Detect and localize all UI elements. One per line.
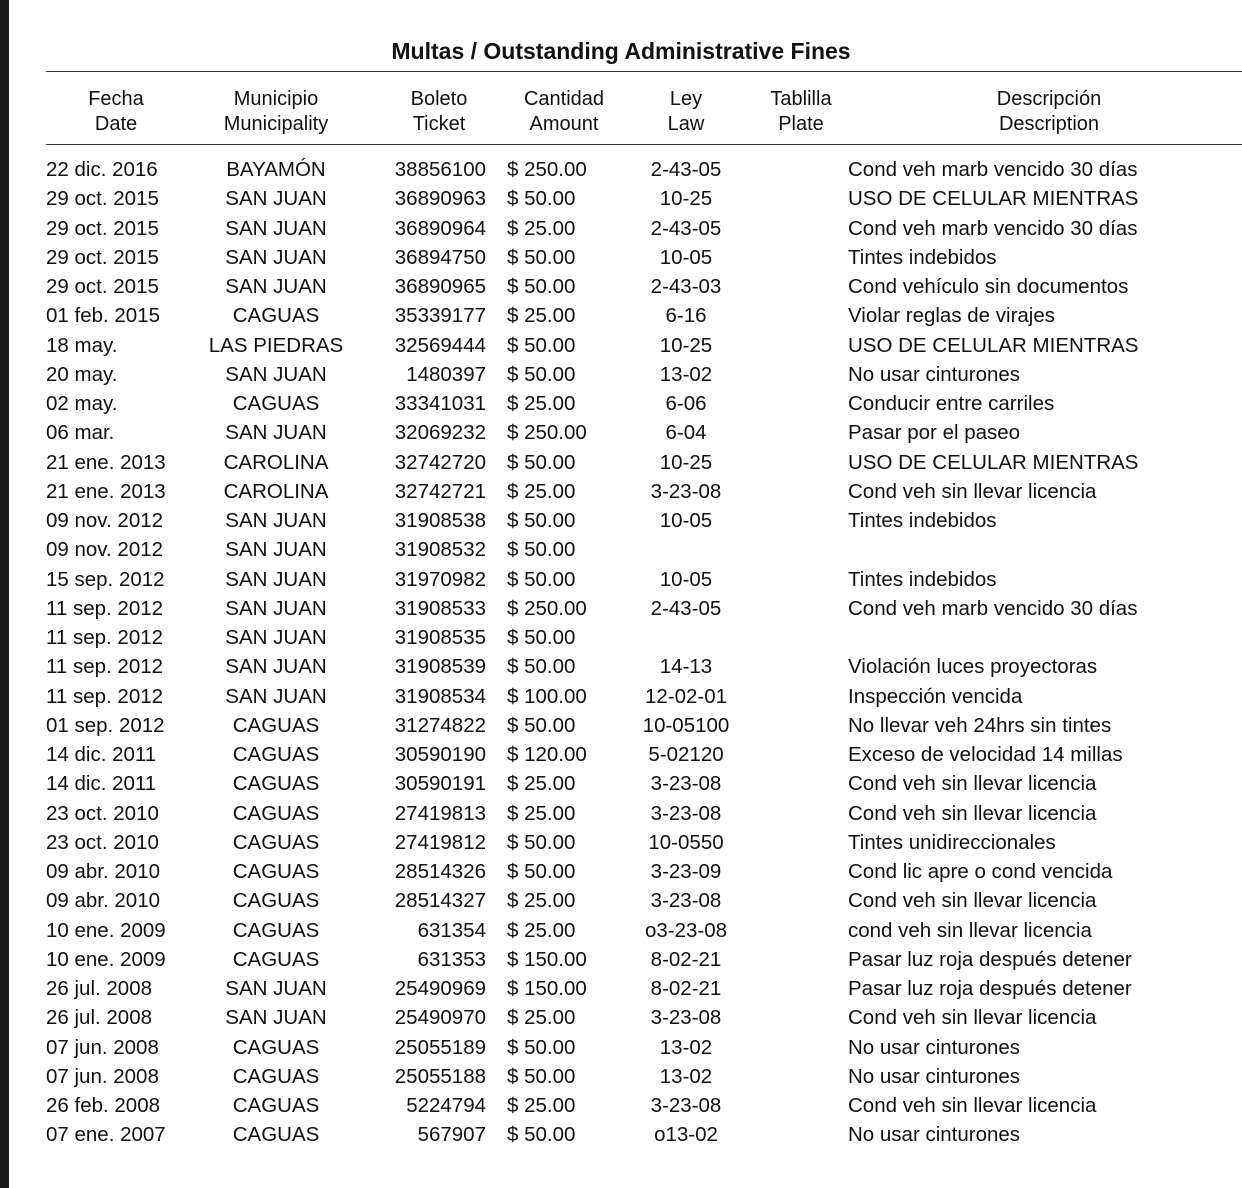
date-cell: 10 ene. 2009	[46, 918, 166, 942]
table-row	[0, 828, 1242, 857]
description-cell: Pasar luz roja después detener	[848, 947, 1132, 971]
description-cell: No llevar veh 24hrs sin tintes	[848, 713, 1112, 737]
municipality-cell: CAGUAS	[232, 772, 320, 796]
table-row	[0, 506, 1242, 535]
amount-cell: $ 50.00	[507, 713, 576, 737]
description-cell: Cond veh marb vencido 30 días	[848, 596, 1138, 620]
amount-cell: $ 25.00	[507, 392, 576, 415]
ticket-cell: 36894750	[394, 245, 486, 269]
description-cell: Pasar por el paseo	[848, 421, 1021, 445]
ticket-cell: 35339177	[394, 304, 486, 328]
description-cell: Tintes indebidos	[848, 567, 997, 591]
header-law	[668, 87, 705, 136]
municipality-cell: SAN JUAN	[225, 567, 327, 591]
description-cell: USO DE CELULAR MIENTRAS	[848, 187, 1139, 211]
law-cell: 2-43-03	[650, 275, 722, 298]
table-row	[0, 448, 1242, 477]
ticket-cell: 31908539	[394, 655, 486, 679]
header-description-es: Descripción	[996, 88, 1102, 110]
ticket-cell: 32742720	[394, 450, 486, 474]
law-cell: o13-02	[654, 1123, 718, 1147]
municipality-cell: CAGUAS	[232, 801, 320, 825]
ticket-cell: 33341031	[394, 392, 486, 415]
table-row	[0, 1062, 1242, 1091]
municipality-cell: SAN JUAN	[225, 275, 327, 298]
municipality-cell: SAN JUAN	[225, 538, 327, 562]
date-cell: 09 nov. 2012	[46, 509, 164, 532]
ticket-cell: 25490969	[394, 977, 486, 1000]
amount-cell: $ 50.00	[507, 1123, 576, 1147]
description-cell: USO DE CELULAR MIENTRAS	[848, 450, 1139, 474]
description-cell: Violar reglas de virajes	[848, 304, 1056, 328]
municipality-cell: SAN JUAN	[225, 245, 327, 269]
municipality-cell: CAGUAS	[232, 1035, 320, 1059]
header-description-en: Description	[998, 112, 1100, 135]
header-ticket-en: Ticket	[412, 112, 466, 135]
table-row	[0, 594, 1242, 623]
ticket-cell: 31908533	[394, 596, 486, 620]
table-row	[0, 389, 1242, 418]
municipality-cell: SAN JUAN	[225, 1006, 327, 1030]
table-row	[0, 799, 1242, 828]
law-cell: 3-23-08	[650, 801, 722, 825]
amount-cell: $ 50.00	[507, 245, 576, 269]
date-cell: 11 sep. 2012	[46, 596, 164, 620]
table-row	[0, 623, 1242, 652]
table-row	[0, 974, 1242, 1003]
date-cell: 07 jun. 2008	[46, 1035, 159, 1059]
law-cell: 13-02	[659, 1064, 713, 1088]
date-cell: 06 mar.	[46, 421, 115, 445]
date-cell: 02 may.	[46, 392, 118, 415]
header-date	[88, 87, 144, 136]
law-cell: o3-23-08	[644, 918, 728, 942]
amount-cell: $ 50.00	[507, 626, 576, 649]
description-cell: Exceso de velocidad 14 millas	[848, 743, 1123, 766]
date-cell: 01 feb. 2015	[46, 304, 160, 328]
amount-cell: $ 250.00	[507, 596, 587, 620]
amount-cell: $ 25.00	[507, 772, 576, 796]
date-cell: 21 ene. 2013	[46, 479, 166, 503]
municipality-cell: CAGUAS	[232, 1123, 320, 1147]
date-cell: 29 oct. 2015	[46, 187, 159, 211]
date-cell: 29 oct. 2015	[46, 245, 159, 269]
law-cell: 12-02-01	[644, 684, 728, 708]
municipality-cell: CAROLINA	[223, 450, 329, 474]
description-cell: No usar cinturones	[848, 1123, 1021, 1147]
ticket-cell: 27419813	[394, 801, 486, 825]
amount-cell: $ 25.00	[507, 1006, 576, 1030]
municipality-cell: SAN JUAN	[225, 596, 327, 620]
description-cell: Cond veh sin llevar licencia	[848, 889, 1097, 913]
amount-cell: $ 50.00	[507, 509, 576, 532]
law-cell: 3-23-09	[650, 860, 722, 883]
amount-cell: $ 50.00	[507, 362, 576, 386]
law-cell: 10-05	[659, 509, 713, 532]
date-cell: 14 dic. 2011	[46, 772, 157, 796]
description-cell: Violación luces proyectoras	[848, 655, 1098, 679]
law-cell: 2-43-05	[650, 158, 722, 181]
municipality-cell: LAS PIEDRAS	[208, 333, 344, 357]
amount-cell: $ 50.00	[507, 275, 576, 298]
description-cell: Tintes indebidos	[848, 245, 997, 269]
description-cell: cond veh sin llevar licencia	[848, 918, 1092, 942]
ticket-cell: 36890964	[394, 216, 486, 240]
table-row	[0, 1091, 1242, 1120]
ticket-cell: 38856100	[394, 158, 486, 181]
table-row	[0, 184, 1242, 213]
description-cell: No usar cinturones	[848, 362, 1021, 386]
table-row	[0, 477, 1242, 506]
table-row	[0, 535, 1242, 564]
table-row	[0, 1003, 1242, 1032]
amount-cell: $ 50.00	[507, 830, 576, 854]
date-cell: 11 sep. 2012	[46, 684, 164, 708]
law-cell: 3-23-08	[650, 889, 722, 913]
description-cell: No usar cinturones	[848, 1035, 1021, 1059]
law-cell: 6-04	[665, 421, 707, 445]
header-date-es: Fecha	[88, 88, 144, 110]
header-amount	[524, 87, 604, 136]
date-cell: 23 oct. 2010	[46, 830, 159, 854]
date-cell: 11 sep. 2012	[46, 626, 164, 649]
ticket-cell: 36890965	[394, 275, 486, 298]
municipality-cell: SAN JUAN	[225, 509, 327, 532]
municipality-cell: SAN JUAN	[225, 362, 327, 386]
ticket-cell: 32069232	[394, 421, 486, 445]
amount-cell: $ 25.00	[507, 216, 576, 240]
amount-cell: $ 50.00	[507, 450, 576, 474]
municipality-cell: SAN JUAN	[225, 977, 327, 1000]
ticket-cell: 32742721	[394, 479, 486, 503]
description-cell: No usar cinturones	[848, 1064, 1021, 1088]
table-row	[0, 243, 1242, 272]
ticket-cell: 5224794	[406, 1094, 486, 1117]
amount-cell: $ 25.00	[507, 1094, 576, 1117]
date-cell: 21 ene. 2013	[46, 450, 166, 474]
ticket-cell: 25490970	[394, 1006, 486, 1030]
municipality-cell: SAN JUAN	[225, 216, 327, 240]
law-cell: 8-02-21	[650, 977, 722, 1000]
amount-cell: $ 25.00	[507, 801, 576, 825]
header-amount-es: Cantidad	[523, 88, 605, 110]
header-date-en: Date	[94, 112, 138, 135]
date-cell: 18 may.	[46, 333, 118, 357]
municipality-cell: SAN JUAN	[225, 421, 327, 445]
date-cell: 09 abr. 2010	[46, 889, 160, 913]
amount-cell: $ 100.00	[507, 684, 587, 708]
amount-cell: $ 50.00	[507, 567, 576, 591]
ticket-cell: 1480397	[406, 362, 486, 386]
table-row	[0, 301, 1242, 330]
date-cell: 22 dic. 2016	[46, 158, 158, 181]
ticket-cell: 567907	[417, 1123, 486, 1147]
law-cell: 3-23-08	[650, 772, 722, 796]
law-cell: 3-23-08	[650, 1006, 722, 1030]
page-title: Multas / Outstanding Administrative Fines	[391, 38, 851, 64]
municipality-cell: CAROLINA	[223, 479, 329, 503]
ticket-cell: 31908532	[394, 538, 486, 562]
date-cell: 01 sep. 2012	[46, 713, 165, 737]
ticket-cell: 31908534	[394, 684, 486, 708]
description-cell: Cond veh sin llevar licencia	[848, 1006, 1097, 1030]
table-row	[0, 360, 1242, 389]
municipality-cell: CAGUAS	[232, 1064, 320, 1088]
date-cell: 09 abr. 2010	[46, 860, 160, 883]
law-cell: 14-13	[659, 655, 713, 679]
header-plate-en: Plate	[778, 112, 824, 135]
municipality-cell: SAN JUAN	[225, 655, 327, 679]
ticket-cell: 36890963	[394, 187, 486, 211]
amount-cell: $ 150.00	[507, 977, 587, 1000]
ticket-cell: 28514326	[394, 860, 486, 883]
description-cell: Cond vehículo sin documentos	[848, 275, 1129, 298]
table-row	[0, 1120, 1242, 1149]
table-row	[0, 418, 1242, 447]
ticket-cell: 25055188	[394, 1064, 486, 1088]
table-row	[0, 652, 1242, 681]
date-cell: 07 jun. 2008	[46, 1064, 159, 1088]
amount-cell: $ 50.00	[507, 1035, 576, 1059]
table-row	[0, 272, 1242, 301]
municipality-cell: CAGUAS	[232, 918, 320, 942]
amount-cell: $ 50.00	[507, 1064, 576, 1088]
date-cell: 09 nov. 2012	[46, 538, 164, 562]
header-description	[997, 87, 1101, 136]
header-law-en: Law	[667, 112, 705, 135]
ticket-cell: 32569444	[394, 333, 486, 357]
table-row	[0, 155, 1242, 184]
law-cell: 10-25	[659, 187, 713, 211]
description-cell: Cond lic apre o cond vencida	[848, 860, 1113, 883]
table-row	[0, 331, 1242, 360]
municipality-cell: SAN JUAN	[225, 187, 327, 211]
law-cell: 2-43-05	[650, 596, 722, 620]
description-cell: Cond veh marb vencido 30 días	[848, 158, 1138, 181]
municipality-cell: SAN JUAN	[225, 684, 327, 708]
table-row	[0, 1033, 1242, 1062]
amount-cell: $ 50.00	[507, 187, 576, 211]
law-cell: 6-16	[665, 304, 707, 328]
table-row	[0, 769, 1242, 798]
ticket-cell: 31908538	[394, 509, 486, 532]
header-ticket-es: Boleto	[410, 88, 468, 110]
date-cell: 26 jul. 2008	[46, 1006, 153, 1030]
date-cell: 07 ene. 2007	[46, 1123, 166, 1147]
amount-cell: $ 250.00	[507, 421, 587, 445]
amount-cell: $ 50.00	[507, 538, 576, 562]
date-cell: 29 oct. 2015	[46, 216, 159, 240]
ticket-cell: 31274822	[394, 713, 486, 737]
date-cell: 11 sep. 2012	[46, 655, 164, 679]
header-law-es: Ley	[669, 88, 703, 110]
law-cell: 2-43-05	[650, 216, 722, 240]
ticket-cell: 28514327	[394, 889, 486, 913]
municipality-cell: CAGUAS	[232, 947, 320, 971]
date-cell: 14 dic. 2011	[46, 743, 157, 766]
description-cell: Pasar luz roja después detener	[848, 977, 1132, 1000]
description-cell: Conducir entre carriles	[848, 392, 1055, 415]
description-cell: Cond veh marb vencido 30 días	[848, 216, 1138, 240]
description-cell: Inspección vencida	[848, 684, 1023, 708]
municipality-cell: CAGUAS	[232, 713, 320, 737]
table-row	[0, 916, 1242, 945]
date-cell: 20 may.	[46, 362, 118, 386]
ticket-cell: 631354	[417, 918, 486, 942]
ticket-cell: 30590191	[394, 772, 486, 796]
date-cell: 26 feb. 2008	[46, 1094, 160, 1117]
municipality-cell: CAGUAS	[232, 743, 320, 766]
law-cell: 10-05100	[642, 713, 730, 737]
municipality-cell: SAN JUAN	[225, 626, 327, 649]
table-row	[0, 711, 1242, 740]
municipality-cell: CAGUAS	[232, 304, 320, 328]
amount-cell: $ 50.00	[507, 655, 576, 679]
table-row	[0, 740, 1242, 769]
amount-cell: $ 120.00	[507, 743, 587, 766]
law-cell: 10-0550	[648, 830, 724, 854]
amount-cell: $ 25.00	[507, 889, 576, 913]
municipality-cell: CAGUAS	[232, 860, 320, 883]
ticket-cell: 30590190	[394, 743, 486, 766]
amount-cell: $ 150.00	[507, 947, 587, 971]
law-cell: 13-02	[659, 362, 713, 386]
law-cell: 3-23-08	[650, 1094, 722, 1117]
table-row	[0, 857, 1242, 886]
description-cell: Tintes unidireccionales	[848, 830, 1056, 854]
header-municipality-en: Municipality	[223, 112, 329, 135]
header-amount-en: Amount	[529, 112, 599, 135]
description-cell: Tintes indebidos	[848, 509, 997, 532]
municipality-cell: BAYAMÓN	[226, 158, 326, 181]
municipality-cell: CAGUAS	[232, 889, 320, 913]
description-cell: Cond veh sin llevar licencia	[848, 772, 1097, 796]
title-divider	[46, 71, 1242, 72]
ticket-cell: 631353	[417, 947, 486, 971]
description-cell: Cond veh sin llevar licencia	[848, 479, 1097, 503]
law-cell: 10-25	[659, 450, 713, 474]
amount-cell: $ 25.00	[507, 918, 576, 942]
law-cell: 10-05	[659, 245, 713, 269]
law-cell: 5-02120	[648, 743, 724, 766]
amount-cell: $ 25.00	[507, 304, 576, 328]
amount-cell: $ 50.00	[507, 333, 576, 357]
municipality-cell: CAGUAS	[232, 392, 320, 415]
header-divider	[46, 144, 1242, 145]
law-cell: 13-02	[659, 1035, 713, 1059]
table-row	[0, 214, 1242, 243]
ticket-cell: 25055189	[394, 1035, 486, 1059]
amount-cell: $ 50.00	[507, 860, 576, 883]
header-municipality-es: Municipio	[233, 88, 319, 110]
amount-cell: $ 25.00	[507, 479, 576, 503]
header-ticket	[411, 87, 468, 136]
date-cell: 26 jul. 2008	[46, 977, 153, 1000]
municipality-cell: CAGUAS	[232, 830, 320, 854]
date-cell: 29 oct. 2015	[46, 275, 159, 298]
table-row	[0, 886, 1242, 915]
amount-cell: $ 250.00	[507, 158, 587, 181]
date-cell: 10 ene. 2009	[46, 947, 166, 971]
law-cell: 8-02-21	[650, 947, 722, 971]
header-plate-es: Tablilla	[770, 88, 832, 110]
ticket-cell: 27419812	[394, 830, 486, 854]
table-row	[0, 565, 1242, 594]
municipality-cell: CAGUAS	[232, 1094, 320, 1117]
table-row	[0, 945, 1242, 974]
law-cell: 6-06	[665, 392, 707, 415]
description-cell: USO DE CELULAR MIENTRAS	[848, 333, 1139, 357]
description-cell: Cond veh sin llevar licencia	[848, 1094, 1097, 1117]
ticket-cell: 31970982	[394, 567, 486, 591]
law-cell: 10-25	[659, 333, 713, 357]
date-cell: 23 oct. 2010	[46, 801, 159, 825]
header-plate	[770, 87, 831, 136]
date-cell: 15 sep. 2012	[46, 567, 165, 591]
header-municipality	[224, 87, 328, 136]
description-cell: Cond veh sin llevar licencia	[848, 801, 1097, 825]
table-row	[0, 682, 1242, 711]
law-cell: 10-05	[659, 567, 713, 591]
ticket-cell: 31908535	[394, 626, 486, 649]
law-cell: 3-23-08	[650, 479, 722, 503]
